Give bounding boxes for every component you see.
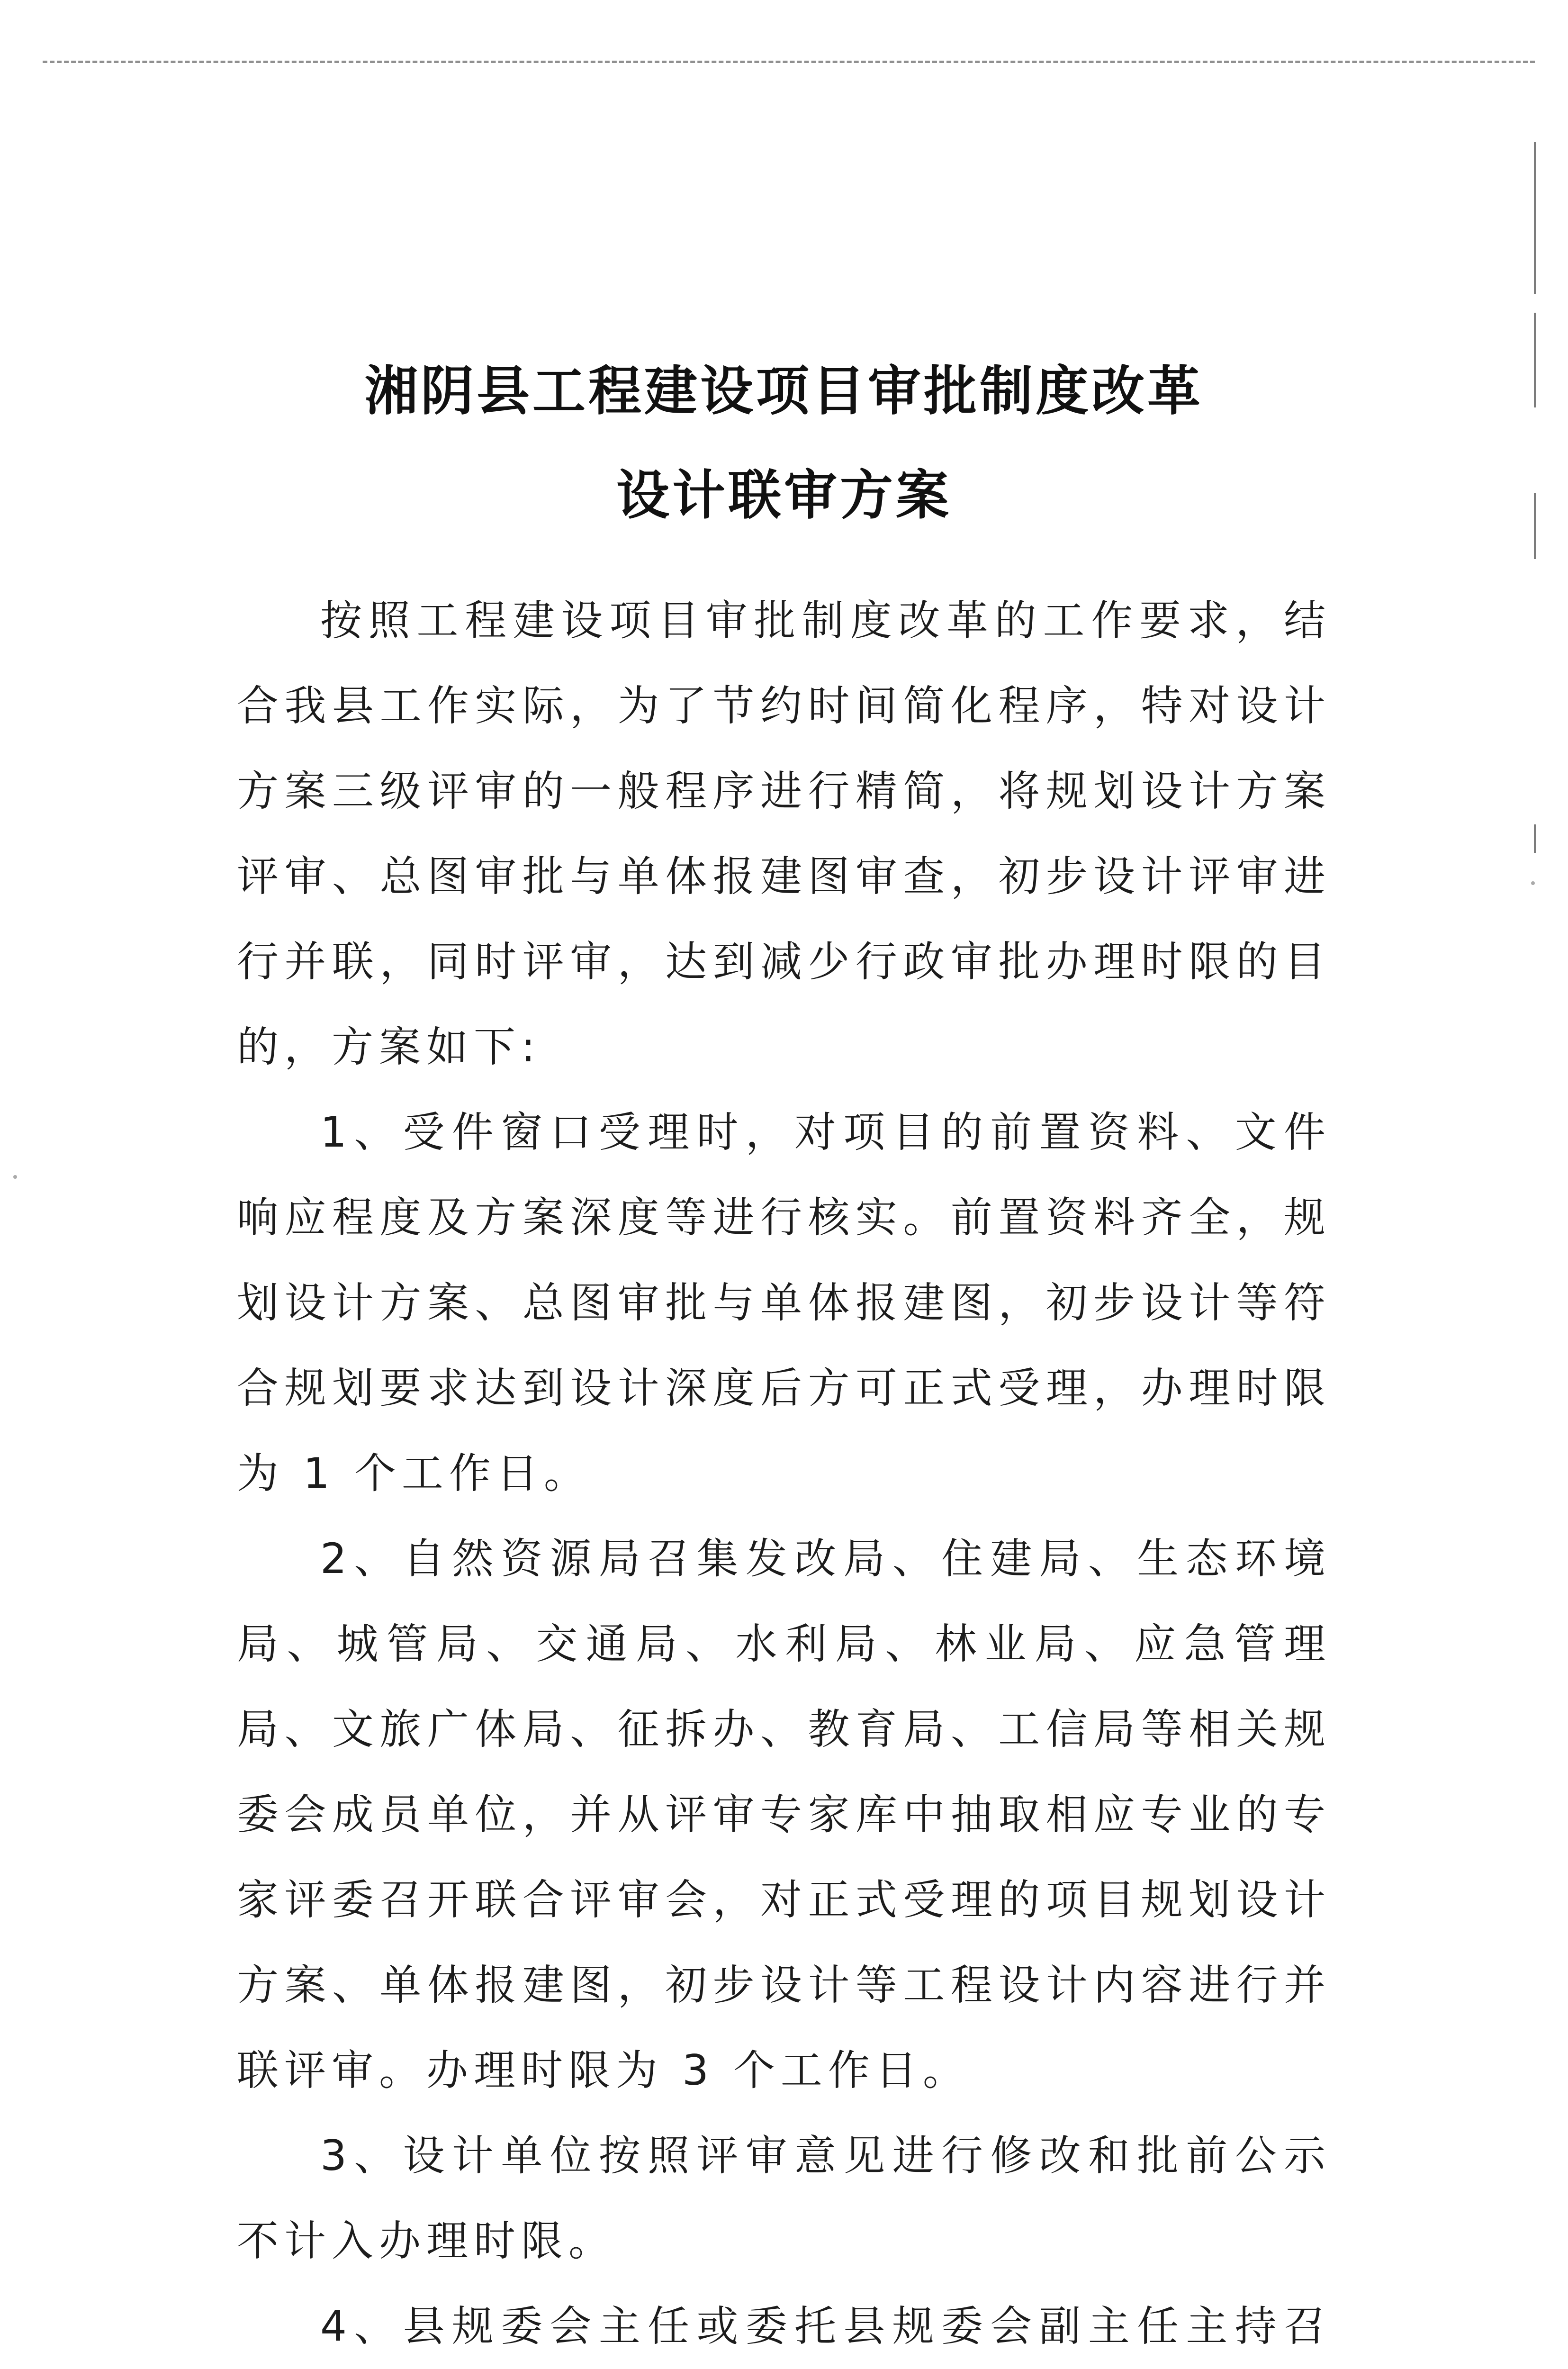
paragraph-item-2: 2、自然资源局召集发改局、住建局、生态环境局、城管局、交通局、水利局、林业局、应急管理局、文旅广体局、征拆办、教育局、工信局等相关规委会成员单位，并从评审专家库中抽取相应专业的专家评委召开联合评审会，对正式受理的项目规划设计方案、单体报建图，初步设计等工程设计内容进行并联评审。办理时限为 3 个工作日。 [237,1534,1331,2095]
paragraph-intro: 按照工程建设项目审批制度改革的工作要求，结合我县工作实际，为了节约时间简化程序，特对设计方案三级评审的一般程序进行精简，将规划设计方案评审、总图审批与单体报建图审查，初步设计评审进行并联，同时评审，达到减少行政审批办理时限的目的，方案如下: [237,596,1331,1071]
scan-artifact-right-mark [1534,142,1536,294]
document-title-line-2: 设计联审方案 [616,464,952,526]
document-title-line-1: 湘阴县工程建设项目审批制度改革 [365,360,1203,422]
scan-artifact-dot [13,1175,17,1179]
scan-artifact-top-line [43,61,1535,63]
paragraph-item-4: 4、县规委会主任或委托县规委会副主任主持召 [320,2302,1331,2351]
document-body [237,578,1331,2369]
scan-artifact-right-mark [1534,824,1536,853]
paragraph-item-1: 1、受件窗口受理时，对项目的前置资料、文件响应程度及方案深度等进行核实。前置资料齐全，规划设计方案、总图审批与单体报建图，初步设计等符合规划要求达到设计深度后方可正式受理，办理时限为 1 个工作日。 [237,1108,1331,1498]
paragraph-item-3: 3、设计单位按照评审意见进行修改和批前公示不计入办理时限。 [237,2131,1331,2265]
scan-artifact-dot [1531,881,1535,885]
